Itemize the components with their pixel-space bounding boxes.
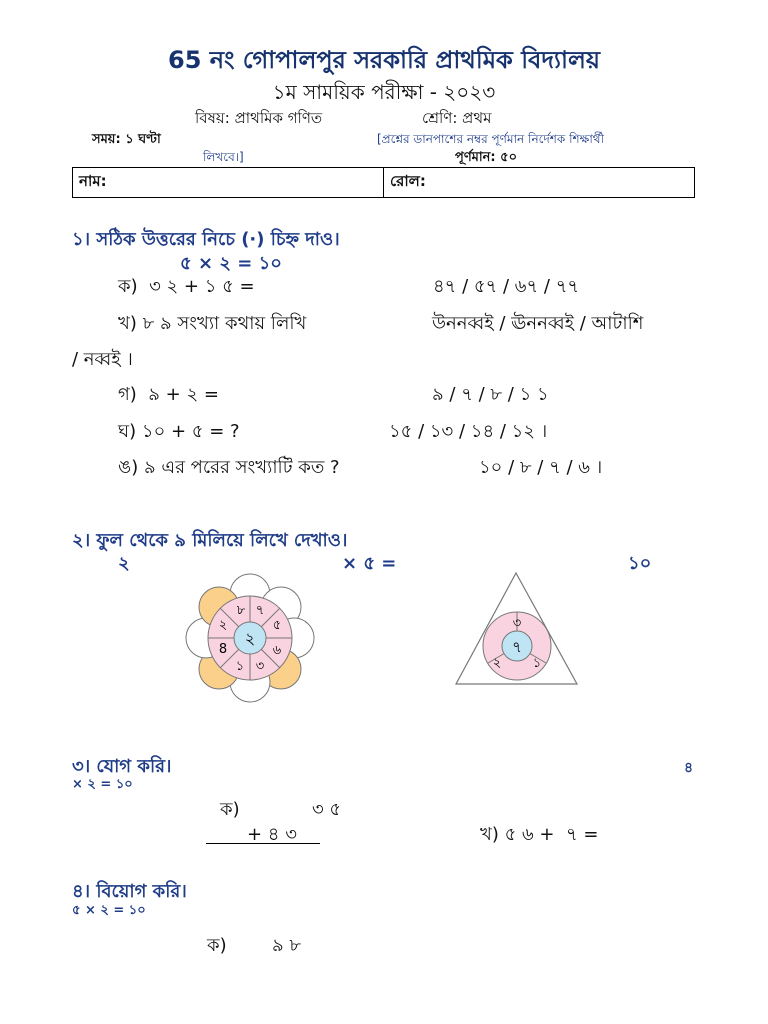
q1-options-c[interactable]: ৯ / ৭ / ৮ / ১ ১ [432,384,549,405]
time-label: সময়: ১ ঘণ্টা [92,132,161,147]
item-expr: ৯ এর পরের সংখ্যাটি কত ? [143,457,340,478]
petal-number: ৬ [272,643,282,658]
petal-number: 8 [218,642,228,657]
item-expr: ১০ + ৫ = ? [141,421,240,442]
q4-marks: ৫ × ২ = ১০ [72,903,146,918]
q1-item-e [118,453,340,484]
q1-item-d [118,417,240,448]
triangle-figure [452,570,582,688]
name-label: নাম: [79,172,107,190]
item-label: ঙ) [118,457,139,478]
fullmarks-label: পূর্ণমান: ৫০ [455,150,518,165]
item-label: ঘ) [118,421,137,442]
item-expr: ৩ ২ + ১ ৫ = [149,276,255,297]
q3-a-label: ক) [220,799,240,820]
q1-title: ১। সঠিক উত্তরের নিচে (·) চিহ্ন দাও। [72,229,340,250]
q1-options-b[interactable]: উননব্বই / ঊননব্বই / আটাশি [432,313,644,334]
roll-field[interactable] [383,168,694,197]
instruction-text: [প্রশ্নের ডানপাশের নম্বর পূর্ণমান নির্দেশক শিক্ষার্থী [377,132,605,146]
petal-number: ৩ [512,616,522,631]
petal-number: ১ [532,656,542,671]
q1-options-e[interactable]: ১০ / ৮ / ৭ / ৬ । [479,457,603,478]
name-roll-box [72,167,695,198]
q3-a-answer-line [206,843,320,844]
flower-figure [185,572,315,704]
q4-title: ৪। বিয়োগ করি। [72,881,187,902]
q1-options-d[interactable]: ১৫ / ১৩ / ১৪ / ১২ । [389,421,548,442]
subject-label: বিষয়: প্রাথমিক গণিত [195,109,323,127]
q1-item-c [118,380,219,411]
petal-number: ২ [218,618,228,633]
exam-subtitle: ১ম সাময়িক পরীক্ষা - ২০২৩ [272,80,496,104]
item-expr: ৮ ৯ সংখ্যা কথায় লিখি [142,313,307,334]
q1-marks: ৫ × ২ = ১০ [180,253,282,274]
q3-marks-right: ৪ [684,760,694,776]
q1-item-b [118,309,306,340]
petal-number: ১ [235,659,245,674]
q3-a-bottom: + ৪ ৩ [247,824,297,845]
triangle-center-number: ৭ [512,638,522,656]
item-label: খ) [118,313,137,334]
q2-marks-c: ১০ [628,553,652,574]
petal-number: ৫ [272,618,282,633]
item-label: ক) [118,276,138,297]
petal-number: ৭ [255,603,265,618]
flower-center-number: ২ [244,629,256,648]
item-label: গ) [118,384,137,405]
q1-options-b-cont[interactable]: / নব্বই । [72,349,133,370]
q3-b-label: খ) ৫ ৬ + [480,824,555,845]
instruction-text-cont: লিখবে।] [203,150,244,164]
item-expr: ৯ + ২ = [148,384,219,405]
q1-options-a[interactable]: ৪৭ / ৫৭ / ৬৭ / ৭৭ [433,276,580,297]
q4-a-top: ৯ ৮ [272,935,302,956]
q3-title: ৩। যোগ করি। [72,756,172,777]
roll-label: রোল: [390,172,426,190]
class-label: শ্রেণি: প্রথম [422,109,492,127]
page-title: 65 নং গোপালপুর সরকারি প্রাথমিক বিদ্যালয় [168,46,600,74]
q2-marks-a: ২ [118,553,130,574]
q3-marks-line: × ২ = ১০ [72,777,133,792]
petal-number: ৩ [255,659,265,674]
q2-title: ২। ফুল থেকে ৯ মিলিয়ে লিখে দেখাও। [72,530,348,551]
petal-number: ৮ [236,603,246,618]
q3-b-expr [480,820,598,851]
q1-item-a [118,272,255,303]
q4-a-label: ক) [207,935,227,956]
q3-b-tail: ৭ = [565,824,599,845]
q2-marks-b: × ৫ = [342,553,397,574]
petal-number: ২ [492,656,502,671]
q3-a-top: ৩ ৫ [312,799,342,820]
name-field[interactable] [73,168,383,197]
